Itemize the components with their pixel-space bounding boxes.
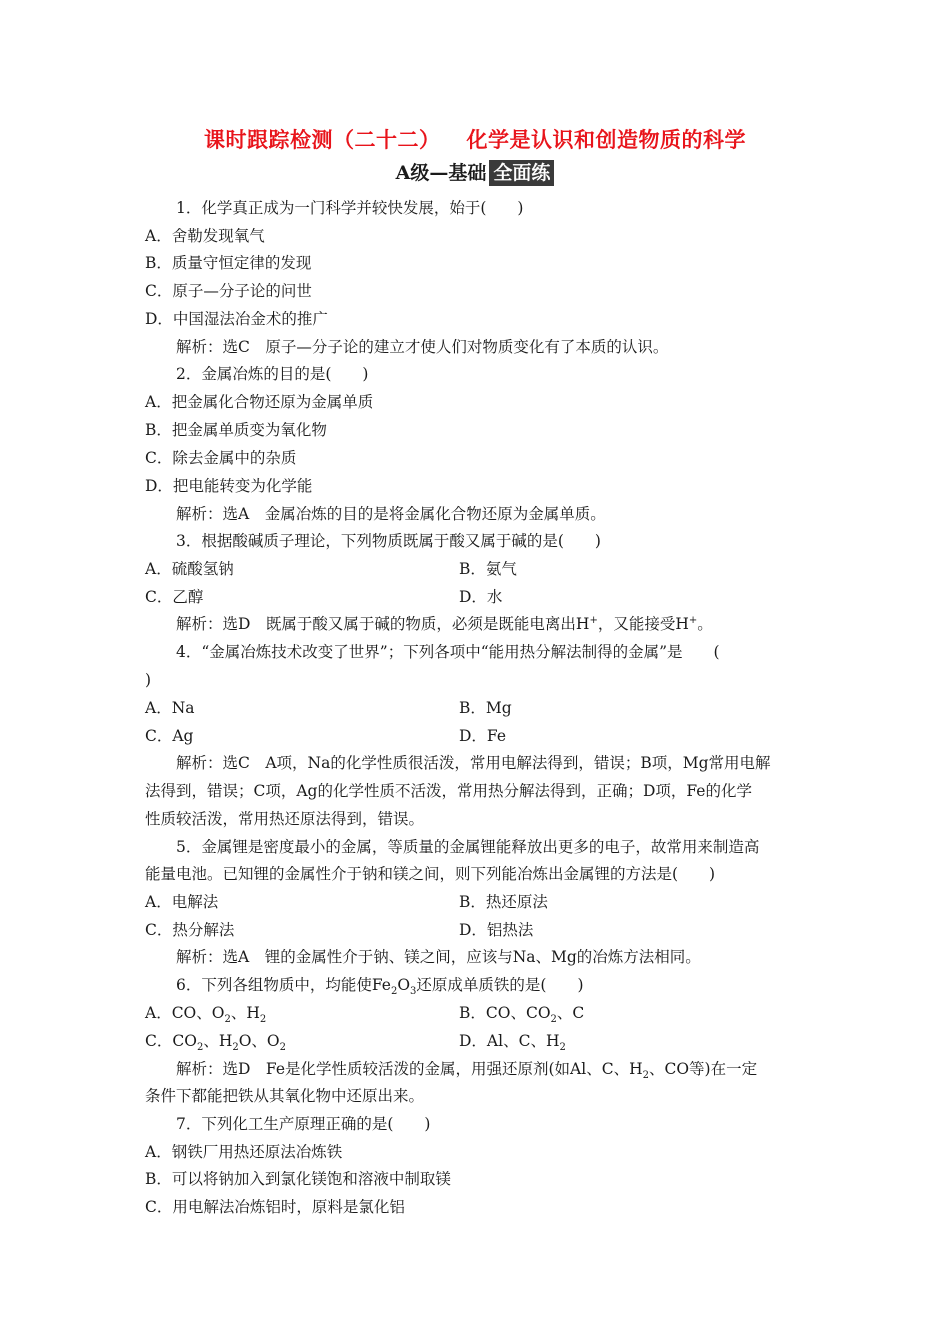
stem-text: O — [397, 976, 411, 994]
level-prefix: A级—基础 — [395, 162, 487, 184]
question-1-option-c: C．原子—分子论的问世 — [145, 282, 312, 300]
question-6-option-d — [459, 1030, 566, 1052]
question-3-option-b: B．氨气 — [459, 560, 517, 578]
question-1-option-b: B．质量守恒定律的发现 — [145, 254, 312, 272]
question-4-option-b: B．Mg — [459, 699, 512, 717]
option-text: 、H — [230, 1004, 260, 1022]
question-5-answer: 解析：选A 锂的金属性介于钠、镁之间，应该与Na、Mg的冶炼方法相同。 — [176, 948, 701, 966]
title-sub: 化学是认识和创造物质的科学 — [466, 128, 746, 152]
question-2-option-a: A．把金属化合物还原为金属单质 — [145, 393, 374, 411]
option-text: A．CO、O — [145, 1004, 225, 1022]
subscript: 2 — [390, 986, 398, 998]
question-4-answer-line-2: 法得到，错误；C项，Ag的化学性质不活泼，常用热分解法得到，正确；D项，Fe的化学 — [145, 782, 752, 800]
answer-text: ，又能接受H — [597, 615, 689, 633]
answer-text: 。 — [697, 615, 713, 633]
question-3-option-c: C．乙醇 — [145, 588, 204, 606]
question-4-answer-line-3: 性质较活泼，常用热还原法得到，错误。 — [145, 810, 425, 828]
question-2-option-c: C．除去金属中的杂质 — [145, 449, 297, 467]
question-2-option-b: B．把金属单质变为氧化物 — [145, 421, 327, 439]
subscript: 2 — [642, 1070, 649, 1082]
superscript: + — [589, 614, 598, 626]
question-1-answer: 解析：选C 原子—分子论的建立才使人们对物质变化有了本质的认识。 — [176, 338, 669, 356]
question-7-option-a: A．钢铁厂用热还原法冶炼铁 — [145, 1143, 343, 1161]
question-6-option-c — [145, 1030, 286, 1052]
question-6-stem — [176, 974, 584, 996]
answer-text: 解析：选D 既属于酸又属于碱的物质，必须是既能电离出H — [176, 615, 590, 633]
question-4-option-c: C．Ag — [145, 727, 194, 745]
question-6-option-a — [145, 1002, 266, 1024]
subscript: 2 — [550, 1014, 557, 1026]
option-text: O、O — [238, 1032, 280, 1050]
question-1-option-d: D．中国湿法冶金术的推广 — [145, 310, 328, 328]
question-7-stem: 7．下列化工生产原理正确的是( ) — [176, 1115, 431, 1133]
question-4-option-a: A．Na — [145, 699, 195, 717]
page-title — [0, 124, 950, 154]
subscript: 2 — [279, 1042, 287, 1054]
question-3-option-d: D．水 — [459, 588, 503, 606]
question-6-answer-line-1 — [176, 1058, 757, 1080]
question-1-stem: 1．化学真正成为一门科学并较快发展，始于( ) — [176, 199, 524, 217]
question-7-option-b: B．可以将钠加入到氯化镁饱和溶液中制取镁 — [145, 1170, 451, 1188]
option-text: C．CO — [145, 1032, 197, 1050]
option-text: 、C — [556, 1004, 585, 1022]
subscript: 3 — [410, 986, 417, 998]
title-main: 课时跟踪检测（二十二） — [204, 128, 441, 152]
question-5-stem-line-1: 5．金属锂是密度最小的金属，等质量的金属锂能释放出更多的电子，故常用来制造高 — [176, 838, 760, 856]
answer-text: 、CO等)在一定 — [648, 1060, 758, 1078]
question-3-stem: 3．根据酸碱质子理论，下列物质既属于酸又属于碱的是( ) — [176, 532, 601, 550]
question-4-stem-cont: ) — [145, 671, 152, 689]
subscript: 2 — [232, 1042, 239, 1054]
level-heading — [0, 158, 950, 186]
question-5-stem-line-2: 能量电池。已知锂的金属性介于钠和镁之间，则下列能冶炼出金属锂的方法是( ) — [145, 865, 716, 883]
level-badge: 全面练 — [489, 160, 554, 186]
question-3-option-a: A．硫酸氢钠 — [145, 560, 234, 578]
stem-text: 6．下列各组物质中，均能使Fe — [176, 976, 391, 994]
question-4-answer-line-1: 解析：选C A项，Na的化学性质很活泼，常用电解法得到，错误；B项，Mg常用电解 — [176, 754, 771, 772]
question-5-option-a: A．电解法 — [145, 893, 219, 911]
question-5-option-c: C．热分解法 — [145, 921, 235, 939]
question-5-option-b: B．热还原法 — [459, 893, 548, 911]
stem-text: 还原成单质铁的是( ) — [416, 976, 584, 994]
superscript: + — [688, 614, 698, 626]
option-text: D．Al、C、H — [459, 1032, 560, 1050]
subscript: 2 — [224, 1014, 231, 1026]
subscript: 2 — [559, 1042, 566, 1054]
option-text: B．CO、CO — [459, 1004, 551, 1022]
question-2-stem: 2．金属冶炼的目的是( ) — [176, 365, 369, 383]
question-2-option-d: D．把电能转变为化学能 — [145, 477, 313, 495]
question-3-answer — [176, 613, 713, 635]
option-text: 、H — [203, 1032, 233, 1050]
subscript: 2 — [259, 1014, 267, 1026]
question-7-option-c: C．用电解法冶炼铝时，原料是氯化铝 — [145, 1198, 405, 1216]
question-2-answer: 解析：选A 金属冶炼的目的是将金属化合物还原为金属单质。 — [176, 505, 606, 523]
question-4-stem: 4．“金属冶炼技术改变了世界”；下列各项中“能用热分解法制得的金属”是 ( — [176, 643, 720, 661]
answer-text: 解析：选D Fe是化学性质较活泼的金属，用强还原剂(如Al、C、H — [176, 1060, 643, 1078]
question-6-answer-line-2: 条件下都能把铁从其氧化物中还原出来。 — [145, 1087, 425, 1105]
question-5-option-d: D．铝热法 — [459, 921, 534, 939]
subscript: 2 — [196, 1042, 204, 1054]
question-6-option-b — [459, 1002, 584, 1024]
question-4-option-d: D．Fe — [459, 727, 507, 745]
question-1-option-a: A．舍勒发现氧气 — [145, 227, 265, 245]
